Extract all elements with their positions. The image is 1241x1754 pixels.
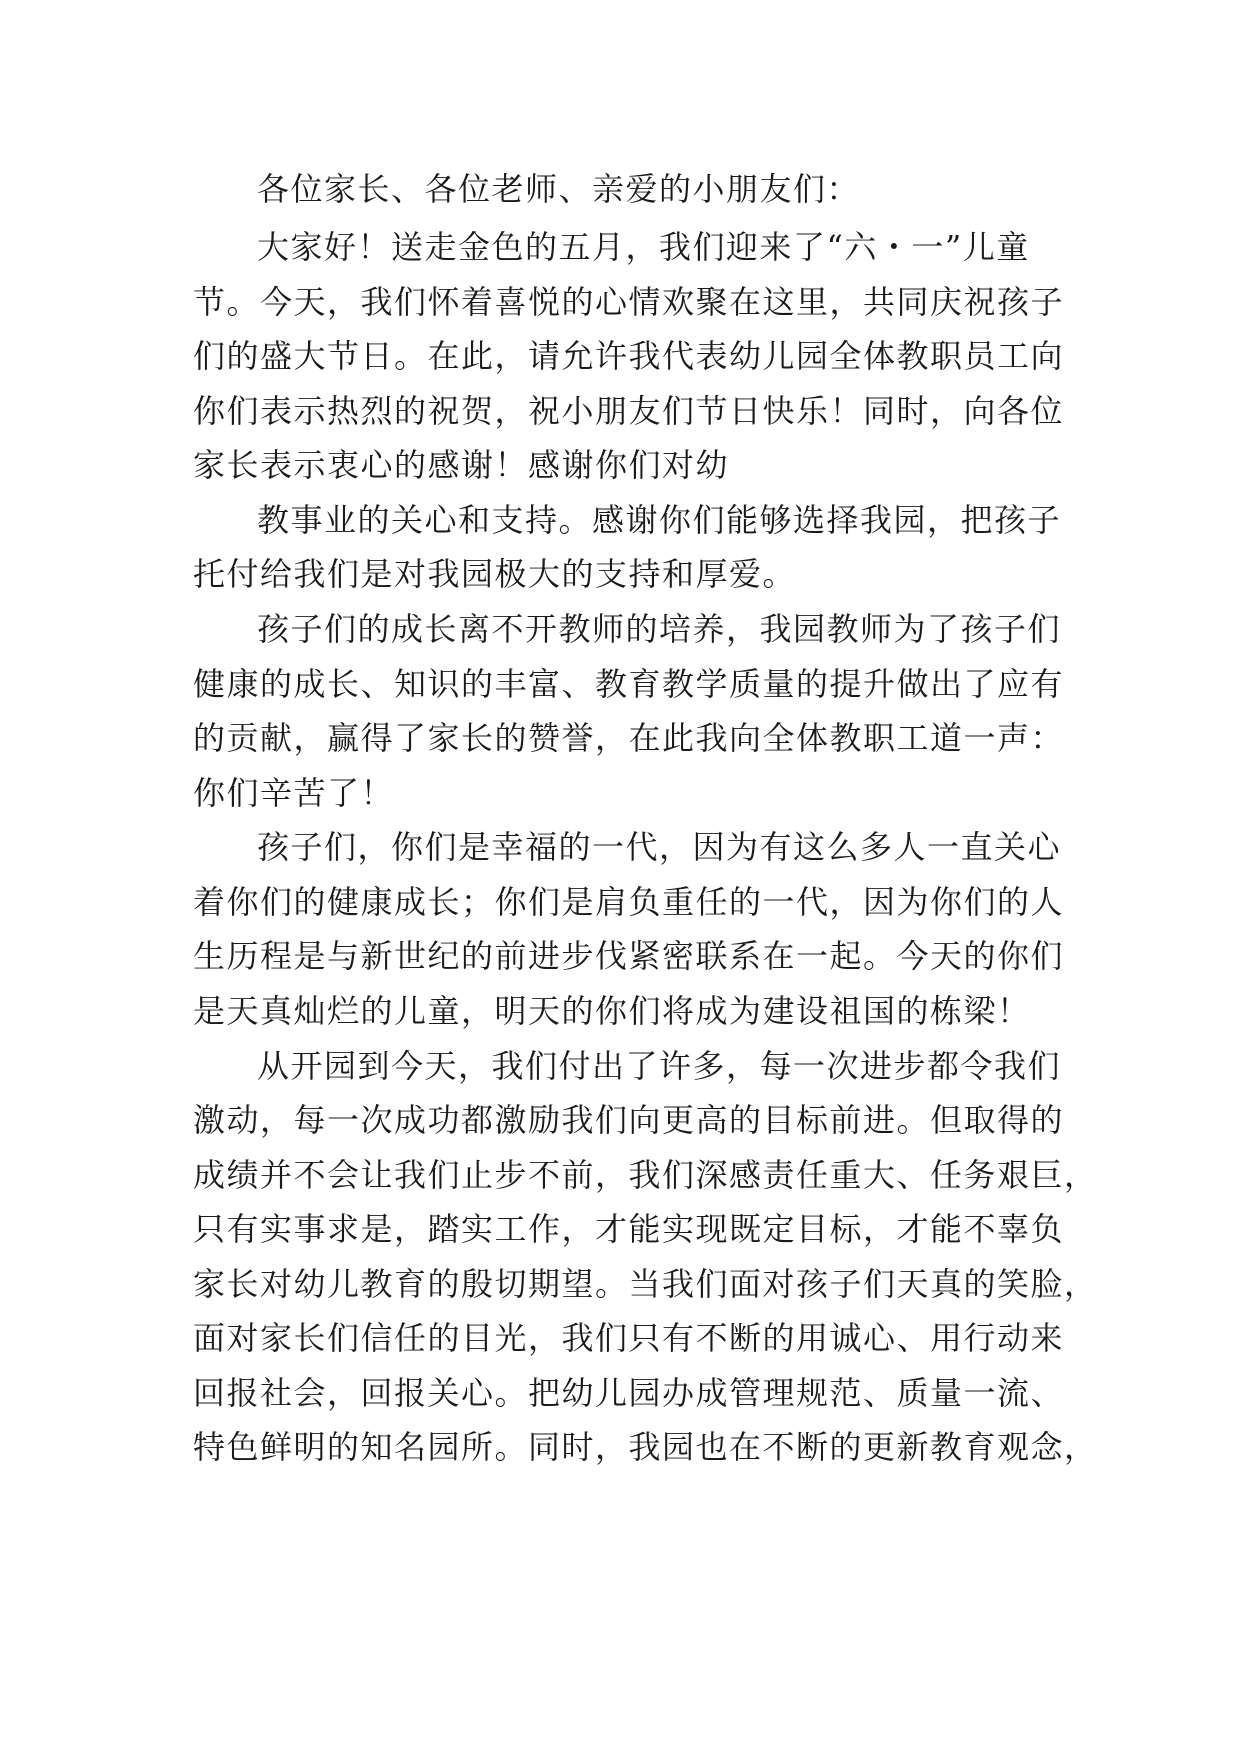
text-line: 成绩并不会让我们止步不前，我们深感责任重大、任务艰巨， (193, 1156, 1098, 1194)
text-line: 健康的成长、知识的丰富、教育教学质量的提升做出了应有 (193, 665, 1065, 703)
text-line: 教事业的关心和支持。感谢你们能够选择我园，把孩子 (257, 501, 1062, 539)
text-line: 只有实事求是，踏实工作，才能实现既定目标，才能不辜负 (193, 1210, 1065, 1248)
text-line: 激动，每一次成功都激励我们向更高的目标前进。但取得的 (193, 1101, 1065, 1139)
text-line: 大家好！送走金色的五月，我们迎来了“六・一”儿童 (257, 228, 1030, 266)
text-line: 家长表示衷心的感谢！感谢你们对幼 (193, 446, 730, 484)
text-line: 孩子们，你们是幸福的一代，因为有这么多人一直关心 (257, 828, 1062, 866)
text-line: 们的盛大节日。在此，请允许我代表幼儿园全体教职员工向 (193, 337, 1065, 375)
text-line: 着你们的健康成长；你们是肩负重任的一代，因为你们的人 (193, 883, 1065, 921)
text-line: 节。今天，我们怀着喜悦的心情欢聚在这里，共同庆祝孩子 (193, 283, 1065, 321)
text-line: 是天真灿烂的儿童，明天的你们将成为建设祖国的栋梁！ (193, 992, 1031, 1030)
text-line: 你们表示热烈的祝贺，祝小朋友们节日快乐！同时，向各位 (193, 392, 1065, 430)
text-line: 特色鲜明的知名园所。同时，我园也在不断的更新教育观念， (193, 1428, 1098, 1466)
text-line: 托付给我们是对我园极大的支持和厚爱。 (193, 555, 797, 593)
text-line: 的贡献，赢得了家长的赞誉，在此我向全体教职工道一声： (193, 719, 1065, 757)
text-line: 你们辛苦了！ (193, 774, 395, 812)
text-line: 面对家长们信任的目光，我们只有不断的用诚心、用行动来 (193, 1319, 1065, 1357)
text-line: 家长对幼儿教育的殷切期望。当我们面对孩子们天真的笑脸， (193, 1265, 1098, 1303)
text-line: 生历程是与新世纪的前进步伐紧密联系在一起。今天的你们 (193, 937, 1065, 975)
text-line: 孩子们的成长离不开教师的培养，我园教师为了孩子们 (257, 610, 1062, 648)
text-line: 从开园到今天，我们付出了许多，每一次进步都令我们 (257, 1047, 1062, 1085)
greeting-line: 各位家长、各位老师、亲爱的小朋友们： (257, 170, 861, 208)
text-line: 回报社会，回报关心。把幼儿园办成管理规范、质量一流、 (193, 1374, 1065, 1412)
